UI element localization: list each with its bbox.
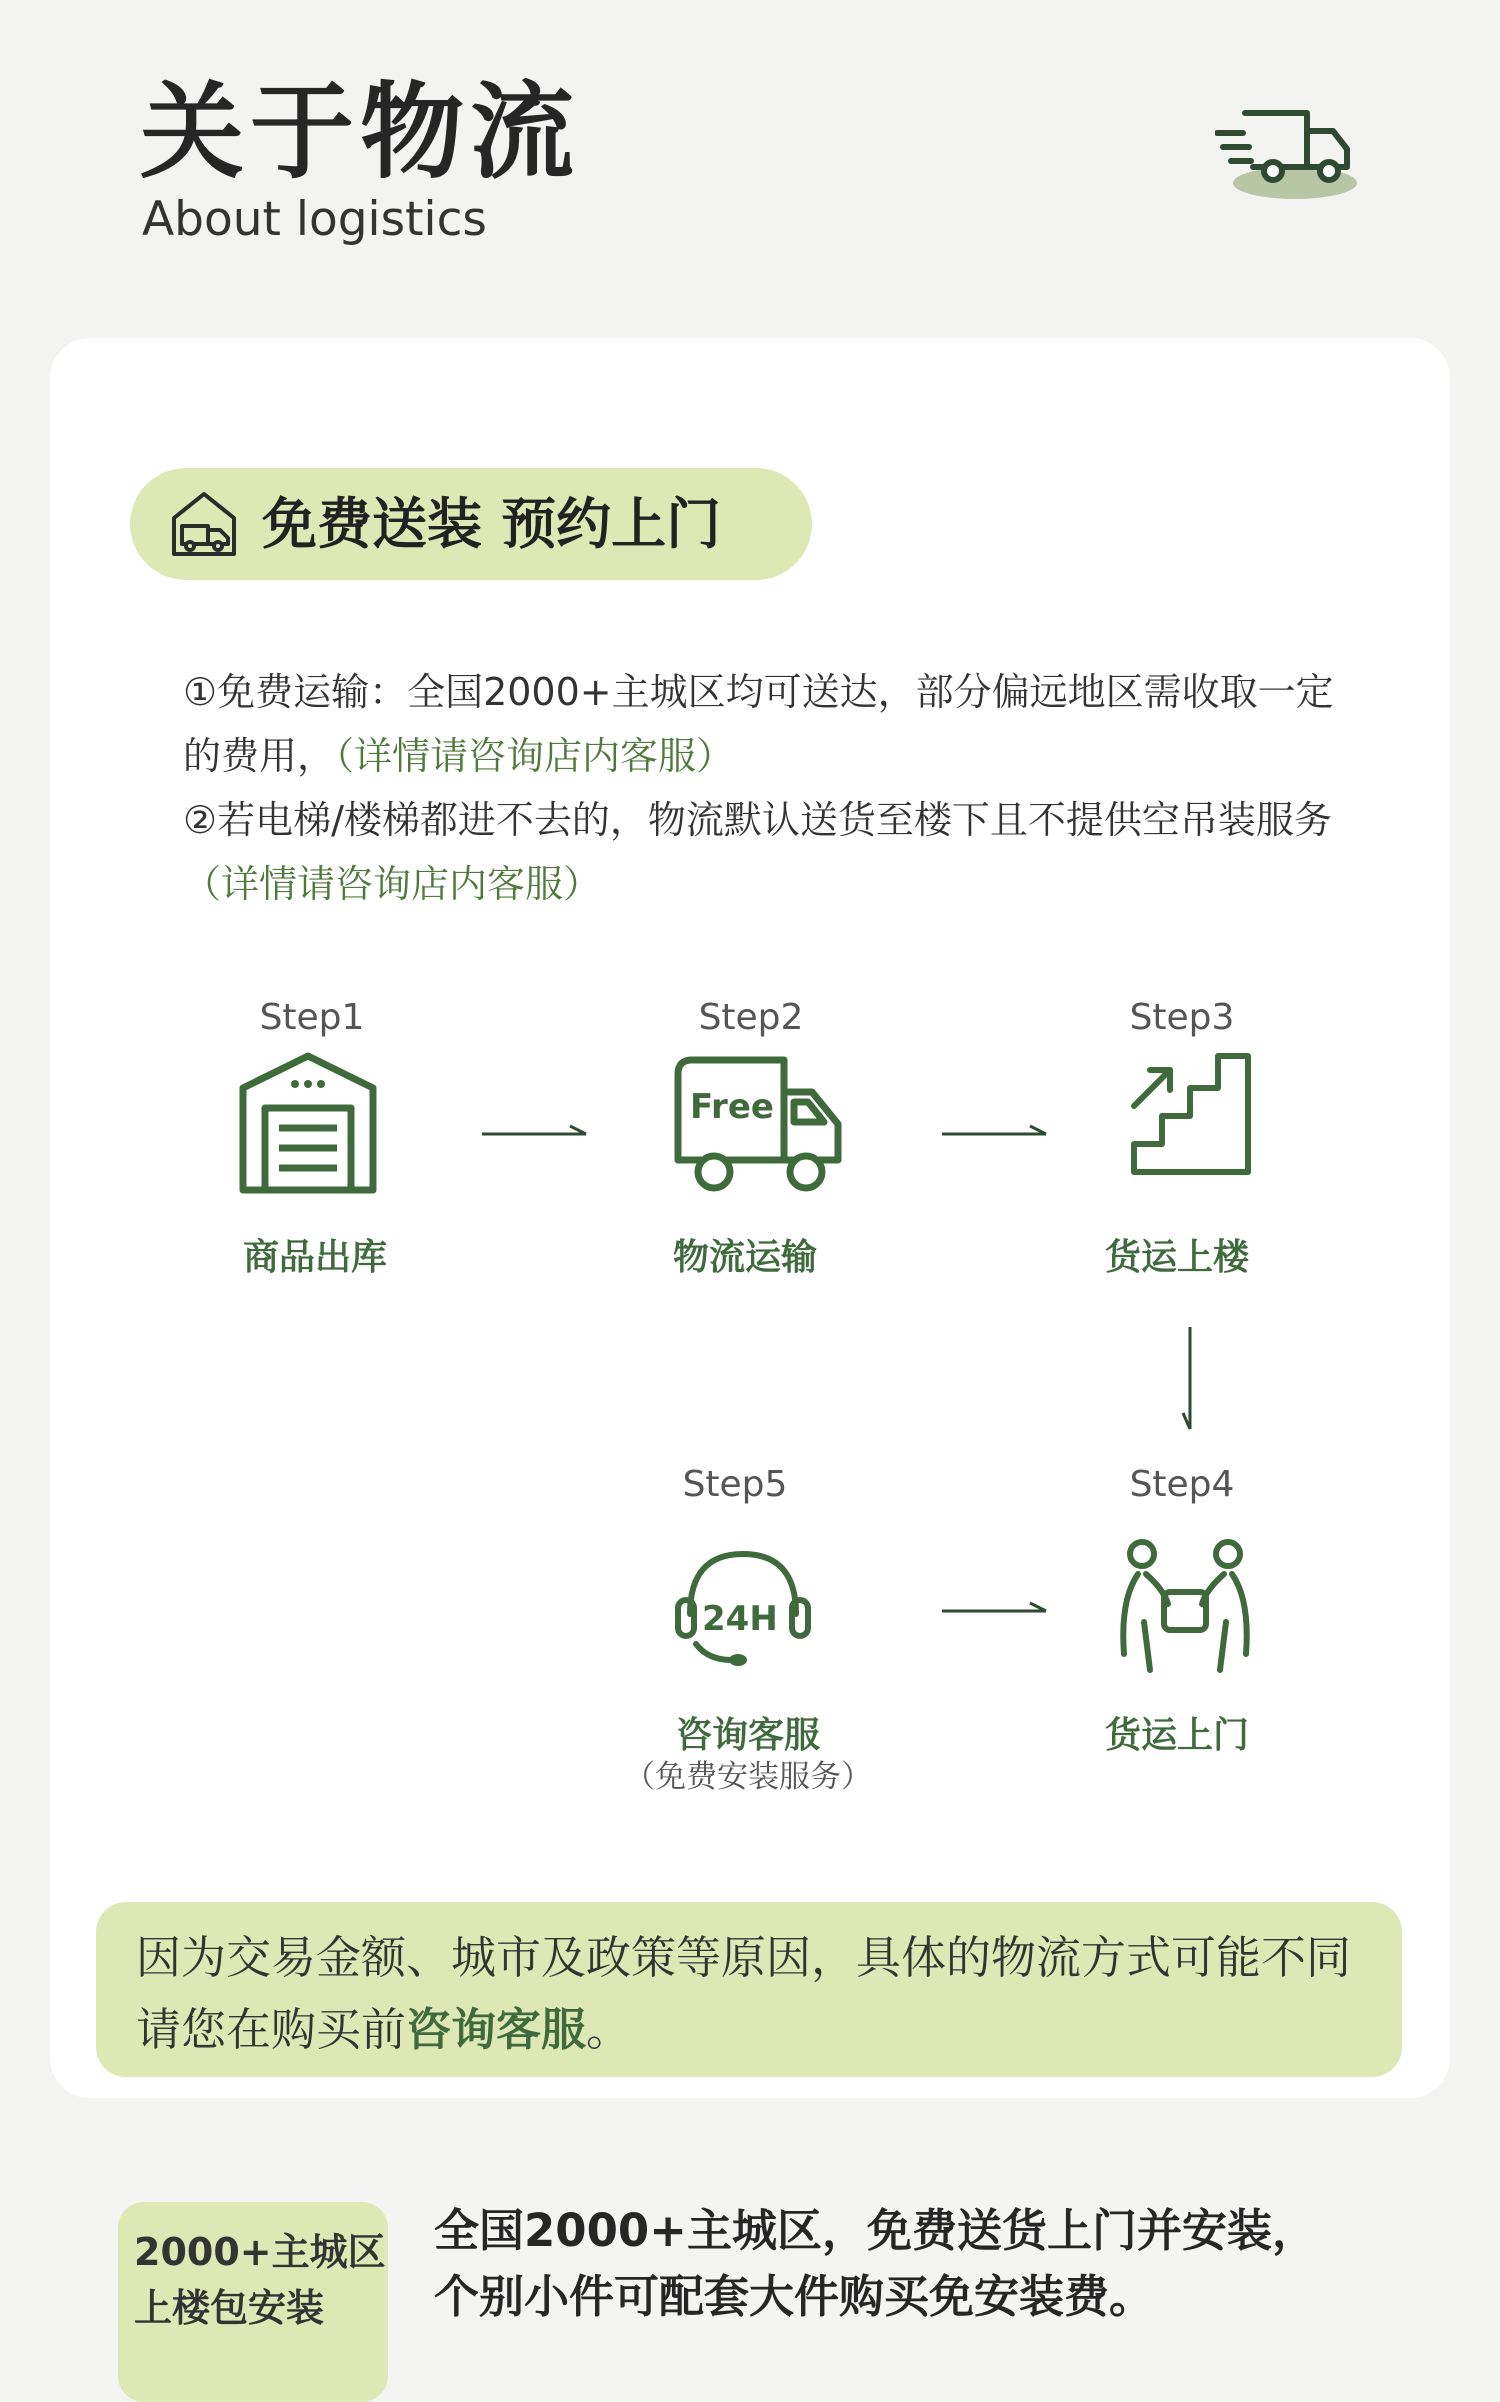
coverage-text xyxy=(434,2198,1394,2330)
coverage-line2: 个别小件可配套大件购买免安装费。 xyxy=(434,2270,1155,2323)
badge-text xyxy=(134,2224,386,2336)
24h-text: 24H xyxy=(702,1599,778,1639)
arrow-down-icon xyxy=(1175,1325,1205,1435)
badge-line2: 上楼包安装 xyxy=(134,2286,325,2330)
arrow-right-icon xyxy=(940,1118,1050,1148)
step5-label: Step5 xyxy=(682,1464,788,1505)
consult-service-link[interactable]: 咨询客服 xyxy=(406,2003,587,2056)
stairs-up-icon xyxy=(1110,1048,1260,1198)
arrow-right-icon xyxy=(940,1595,1050,1625)
note-item-1-text: ①免费运输：全国2000+主城区均可送达，部分偏远地区需收取一定的费用， xyxy=(183,670,1334,778)
coverage-badge xyxy=(118,2202,388,2402)
step2-name: 物流运输 xyxy=(672,1237,817,1278)
free-delivery-pill xyxy=(130,468,812,580)
badge-line1: 2000+主城区 xyxy=(134,2230,386,2274)
notice-text xyxy=(136,1922,1376,2066)
note-item-2-link[interactable]: （详情请咨询店内客服） xyxy=(183,862,602,906)
page-title: 关于物流 xyxy=(140,71,581,193)
coverage-line1: 全国2000+主城区，免费送货上门并安装， xyxy=(434,2204,1317,2257)
delivery-truck-icon xyxy=(1215,95,1365,205)
step1-name: 商品出库 xyxy=(242,1237,387,1278)
step5-name: 咨询客服 xyxy=(675,1715,820,1756)
page-subtitle: About logistics xyxy=(142,192,487,247)
note-item-1 xyxy=(183,660,1363,788)
arrow-right-icon xyxy=(480,1118,590,1148)
step3-label: Step3 xyxy=(1129,997,1235,1038)
home-delivery-icon xyxy=(168,488,240,560)
step4-label: Step4 xyxy=(1129,1464,1235,1505)
delivery-notes xyxy=(183,660,1363,916)
step2-label: Step2 xyxy=(698,997,804,1038)
warehouse-icon xyxy=(233,1048,383,1198)
logistics-card xyxy=(50,338,1450,2098)
free-text: Free xyxy=(690,1087,774,1127)
headset-24h-icon xyxy=(668,1540,818,1690)
notice-main: 因为交易金额、城市及政策等原因，具体的物流方式可能不同请您在购买前 xyxy=(136,1931,1352,2056)
free-truck-icon xyxy=(668,1048,848,1198)
notice-end: 。 xyxy=(586,2003,632,2056)
notice-box xyxy=(96,1902,1402,2077)
step3-name: 货运上楼 xyxy=(1104,1237,1249,1278)
step4-name: 货运上门 xyxy=(1104,1715,1249,1756)
city-coverage-card xyxy=(96,2142,1402,2402)
note-item-2-text: ②若电梯/楼梯都进不去的，物流默认送货至楼下且不提供空吊装服务 xyxy=(183,798,1332,842)
step5-sub: （免费安装服务） xyxy=(624,1759,872,1795)
free-delivery-label: 免费送装 预约上门 xyxy=(262,492,722,556)
note-item-2 xyxy=(183,788,1363,916)
step1-label: Step1 xyxy=(259,997,365,1038)
people-carry-box-icon xyxy=(1110,1530,1260,1680)
note-item-1-link[interactable]: （详情请咨询店内客服） xyxy=(335,734,735,778)
